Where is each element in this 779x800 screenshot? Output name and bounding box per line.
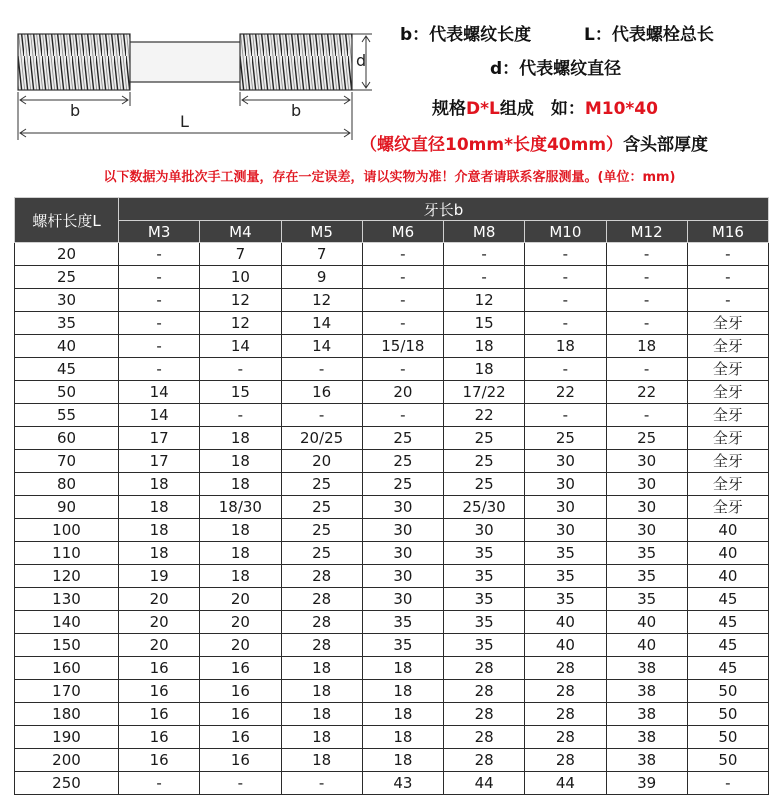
thread-length-cell: 9	[281, 266, 362, 289]
length-cell: 60	[15, 427, 119, 450]
thread-length-cell: 28	[444, 726, 525, 749]
table-row	[15, 358, 769, 381]
thread-length-cell: -	[606, 289, 687, 312]
length-cell: 250	[15, 772, 119, 795]
thread-length-cell: 18	[200, 450, 281, 473]
size-header-cell: M16	[687, 221, 768, 243]
thread-length-cell: 28	[281, 634, 362, 657]
thread-length-cell: 25	[281, 519, 362, 542]
thread-length-cell: 35	[525, 565, 606, 588]
table-row	[15, 611, 769, 634]
thread-length-cell: 19	[119, 565, 200, 588]
thread-length-cell: 28	[281, 611, 362, 634]
thread-length-cell: 30	[606, 450, 687, 473]
thread-length-cell: 30	[525, 473, 606, 496]
thread-length-cell: 20	[119, 611, 200, 634]
thread-length-cell: -	[525, 266, 606, 289]
thread-length-cell: -	[525, 358, 606, 381]
table-row	[15, 312, 769, 335]
thread-length-cell: 25	[444, 427, 525, 450]
length-cell: 35	[15, 312, 119, 335]
thread-length-cell: 35	[525, 588, 606, 611]
thread-length-cell: 全牙	[687, 335, 768, 358]
thread-length-cell: 35	[444, 542, 525, 565]
thread-length-cell: 30	[525, 450, 606, 473]
right-thread	[240, 34, 352, 90]
thread-length-cell: 22	[606, 381, 687, 404]
length-cell: 45	[15, 358, 119, 381]
thread-length-cell: -	[687, 266, 768, 289]
thread-length-cell: 18	[119, 496, 200, 519]
length-cell: 200	[15, 749, 119, 772]
thread-length-cell: 25/30	[444, 496, 525, 519]
bolt-shaft	[128, 42, 243, 82]
thread-length-cell: 20	[119, 634, 200, 657]
thread-length-cell: 16	[200, 680, 281, 703]
thread-length-cell: 18	[444, 335, 525, 358]
length-cell: 130	[15, 588, 119, 611]
thread-length-cell: 38	[606, 703, 687, 726]
thread-length-cell: 18	[281, 657, 362, 680]
thread-length-cell: 18/30	[200, 496, 281, 519]
thread-length-cell: 全牙	[687, 312, 768, 335]
size-header-cell: M10	[525, 221, 606, 243]
thread-length-cell: 28	[525, 749, 606, 772]
thread-length-cell: 12	[444, 289, 525, 312]
thread-length-cell: -	[687, 243, 768, 266]
spec-prefix: 规格	[432, 99, 466, 119]
size-header-cell: M12	[606, 221, 687, 243]
thread-length-cell: 44	[525, 772, 606, 795]
thread-length-cell: -	[119, 289, 200, 312]
thread-length-cell: 35	[606, 565, 687, 588]
thread-length-cell: 18	[200, 519, 281, 542]
length-cell: 80	[15, 473, 119, 496]
thread-length-cell: -	[525, 312, 606, 335]
thread-length-cell: -	[687, 289, 768, 312]
size-header-cell: M8	[444, 221, 525, 243]
thread-length-cell: 43	[362, 772, 443, 795]
thread-length-cell: 28	[281, 565, 362, 588]
thread-length-cell: -	[281, 358, 362, 381]
size-header-cell: M6	[362, 221, 443, 243]
thread-length-cell: 25	[525, 427, 606, 450]
length-cell: 90	[15, 496, 119, 519]
thread-length-cell: 18	[444, 358, 525, 381]
table-row	[15, 519, 769, 542]
thread-length-cell: -	[119, 335, 200, 358]
thread-length-cell: 18	[119, 519, 200, 542]
thread-length-cell: 全牙	[687, 473, 768, 496]
length-cell: 140	[15, 611, 119, 634]
thread-length-cell: 30	[362, 542, 443, 565]
thread-length-cell: 全牙	[687, 450, 768, 473]
length-cell: 110	[15, 542, 119, 565]
stud-bolt-diagram	[0, 0, 380, 160]
thread-length-cell: 28	[281, 588, 362, 611]
thread-length-cell: 18	[606, 335, 687, 358]
thread-length-cell: 35	[525, 542, 606, 565]
thread-length-cell: 25	[362, 427, 443, 450]
length-cell: 170	[15, 680, 119, 703]
table-row	[15, 404, 769, 427]
table-row	[15, 473, 769, 496]
thread-length-cell: 18	[362, 680, 443, 703]
thread-length-cell: 35	[606, 542, 687, 565]
thread-length-cell: 全牙	[687, 404, 768, 427]
thread-length-cell: 14	[119, 404, 200, 427]
thread-length-cell: -	[119, 358, 200, 381]
thread-length-cell: 全牙	[687, 358, 768, 381]
thread-length-cell: 39	[606, 772, 687, 795]
thread-length-cell: 25	[362, 450, 443, 473]
example-note: 含头部厚度	[623, 135, 709, 155]
thread-length-cell: -	[362, 358, 443, 381]
thread-length-cell: 14	[281, 335, 362, 358]
label-d: d	[356, 51, 367, 70]
thread-length-cell: 14	[119, 381, 200, 404]
thread-length-cell: 45	[687, 657, 768, 680]
length-cell: 25	[15, 266, 119, 289]
thread-length-cell: 全牙	[687, 496, 768, 519]
thread-length-cell: 50	[687, 726, 768, 749]
thread-length-cell: 16	[119, 726, 200, 749]
thread-length-cell: -	[606, 358, 687, 381]
thread-length-cell: 30	[606, 473, 687, 496]
thread-length-cell: 28	[444, 657, 525, 680]
thread-length-cell: 35	[444, 565, 525, 588]
length-cell: 40	[15, 335, 119, 358]
thread-length-cell: -	[606, 404, 687, 427]
thread-length-cell: 18	[281, 749, 362, 772]
label-L: L	[180, 112, 189, 131]
thread-length-cell: 14	[281, 312, 362, 335]
length-cell: 30	[15, 289, 119, 312]
thread-length-cell: -	[606, 266, 687, 289]
thread-length-cell: -	[119, 243, 200, 266]
thread-length-cell: 16	[281, 381, 362, 404]
thread-length-cell: 30	[362, 496, 443, 519]
thread-length-cell: 40	[606, 611, 687, 634]
thread-length-cell: 12	[200, 289, 281, 312]
thread-length-cell: -	[281, 772, 362, 795]
thread-length-cell: 28	[444, 680, 525, 703]
thread-length-cell: 38	[606, 680, 687, 703]
thread-length-cell: 20	[281, 450, 362, 473]
thread-length-cell: 16	[119, 680, 200, 703]
thread-length-cell: 16	[119, 703, 200, 726]
thread-length-cell: 45	[687, 611, 768, 634]
spec-example: M10*40	[584, 99, 658, 119]
thread-length-cell: 40	[687, 519, 768, 542]
table-row	[15, 749, 769, 772]
table-row	[15, 450, 769, 473]
thread-length-cell: 25	[281, 496, 362, 519]
thread-length-cell: -	[200, 404, 281, 427]
thread-length-cell: 38	[606, 749, 687, 772]
thread-length-cell: 18	[200, 427, 281, 450]
thread-length-cell: 15/18	[362, 335, 443, 358]
size-header-cell: M3	[119, 221, 200, 243]
thread-length-cell: -	[525, 243, 606, 266]
thread-length-cell: -	[281, 404, 362, 427]
table-row	[15, 266, 769, 289]
table-row	[15, 657, 769, 680]
thread-length-cell: 28	[525, 680, 606, 703]
thread-length-cell: 16	[119, 657, 200, 680]
thread-length-cell: -	[687, 772, 768, 795]
thread-length-cell: 12	[281, 289, 362, 312]
table-body	[15, 243, 769, 795]
spec-formula: D*L	[466, 99, 500, 119]
thread-length-cell: 20	[119, 588, 200, 611]
thread-length-cell: 40	[525, 634, 606, 657]
thread-length-cell: 17	[119, 427, 200, 450]
thread-length-cell: 18	[525, 335, 606, 358]
thread-length-cell: -	[119, 312, 200, 335]
thread-length-cell: 28	[525, 703, 606, 726]
table-row	[15, 680, 769, 703]
thread-length-cell: 18	[119, 542, 200, 565]
thread-length-cell: 50	[687, 680, 768, 703]
thread-length-cell: 30	[606, 519, 687, 542]
thread-length-cell: 28	[525, 726, 606, 749]
table-row	[15, 588, 769, 611]
thread-length-cell: 22	[444, 404, 525, 427]
left-thread	[18, 34, 130, 90]
measurement-notice: 以下数据为单批次手工测量，存在一定误差，请以实物为准！介意者请联系客服测量。(单位：mm)	[103, 170, 676, 185]
thread-length-cell: 40	[687, 565, 768, 588]
thread-length-cell: 45	[687, 634, 768, 657]
thread-length-cell: 18	[362, 657, 443, 680]
thread-length-cell: 30	[444, 519, 525, 542]
thread-length-cell: 7	[200, 243, 281, 266]
thread-length-cell: 30	[606, 496, 687, 519]
thread-length-cell: 18	[200, 565, 281, 588]
thread-length-cell: 20	[200, 634, 281, 657]
length-cell: 150	[15, 634, 119, 657]
table-row	[15, 289, 769, 312]
thread-length-cell: -	[200, 772, 281, 795]
thread-length-cell: 40	[606, 634, 687, 657]
thread-length-cell: -	[444, 266, 525, 289]
legend-example-line	[360, 130, 708, 155]
size-header-row	[15, 221, 769, 243]
thread-length-cell: 15	[200, 381, 281, 404]
thread-length-cell: 18	[362, 749, 443, 772]
table-row	[15, 381, 769, 404]
thread-length-cell: 30	[525, 496, 606, 519]
thread-length-cell: -	[606, 243, 687, 266]
length-cell: 180	[15, 703, 119, 726]
length-cell: 190	[15, 726, 119, 749]
label-b-left: b	[70, 101, 81, 120]
thread-length-cell: 10	[200, 266, 281, 289]
table-row	[15, 634, 769, 657]
spec-mid: 组成 如：	[499, 99, 585, 119]
thread-length-cell: 7	[281, 243, 362, 266]
thread-length-cell: 28	[525, 657, 606, 680]
thread-length-cell: 18	[200, 542, 281, 565]
size-header-cell: M5	[281, 221, 362, 243]
thread-length-cell: -	[362, 312, 443, 335]
thread-length-cell: 30	[362, 519, 443, 542]
thread-length-header: 牙长b	[119, 198, 769, 221]
thread-length-cell: 18	[119, 473, 200, 496]
thread-length-cell: -	[444, 243, 525, 266]
length-cell: 55	[15, 404, 119, 427]
thread-length-cell: 35	[444, 611, 525, 634]
thread-length-cell: -	[200, 358, 281, 381]
thread-length-cell: -	[362, 266, 443, 289]
thread-length-cell: -	[525, 404, 606, 427]
length-cell: 20	[15, 243, 119, 266]
thread-length-cell: 35	[362, 611, 443, 634]
table-row	[15, 703, 769, 726]
thread-length-cell: 18	[362, 703, 443, 726]
thread-length-cell: 38	[606, 657, 687, 680]
length-cell: 100	[15, 519, 119, 542]
thread-length-cell: 16	[200, 726, 281, 749]
length-header: 螺杆长度L	[15, 198, 119, 243]
legend-L-desc: L：代表螺栓总长	[584, 25, 714, 45]
thread-length-cell: 28	[444, 749, 525, 772]
label-b-right: b	[291, 101, 302, 120]
thread-length-cell: 25	[281, 473, 362, 496]
thread-length-cell: 50	[687, 749, 768, 772]
thread-length-cell: 15	[444, 312, 525, 335]
table-row	[15, 565, 769, 588]
thread-length-cell: 30	[525, 519, 606, 542]
size-header-cell: M4	[200, 221, 281, 243]
thread-length-cell: -	[362, 404, 443, 427]
thread-length-cell: 17	[119, 450, 200, 473]
example-detail: （螺纹直径10mm*长度40mm）	[360, 135, 624, 155]
thread-length-cell: 20/25	[281, 427, 362, 450]
thread-length-cell: 18	[281, 726, 362, 749]
thread-length-cell: 22	[525, 381, 606, 404]
thread-length-cell: 18	[362, 726, 443, 749]
thread-length-cell: 38	[606, 726, 687, 749]
spec-table	[14, 197, 769, 795]
thread-length-cell: 25	[281, 542, 362, 565]
table-row	[15, 496, 769, 519]
thread-length-cell: 35	[606, 588, 687, 611]
thread-length-cell: 17/22	[444, 381, 525, 404]
thread-length-cell: -	[362, 289, 443, 312]
length-cell: 120	[15, 565, 119, 588]
thread-length-cell: -	[119, 266, 200, 289]
legend-spec-line	[432, 94, 658, 119]
thread-length-cell: 25	[444, 450, 525, 473]
thread-length-cell: 30	[362, 588, 443, 611]
thread-length-cell: -	[606, 312, 687, 335]
thread-length-cell: 25	[444, 473, 525, 496]
length-cell: 70	[15, 450, 119, 473]
thread-length-cell: 28	[444, 703, 525, 726]
table-row	[15, 772, 769, 795]
thread-length-cell: 20	[362, 381, 443, 404]
thread-length-cell: 12	[200, 312, 281, 335]
thread-length-cell: -	[362, 243, 443, 266]
thread-length-cell: 40	[525, 611, 606, 634]
thread-length-cell: 25	[362, 473, 443, 496]
legend-b-desc: b：代表螺纹长度	[400, 25, 532, 45]
thread-length-cell: 全牙	[687, 381, 768, 404]
thread-length-cell: 50	[687, 703, 768, 726]
length-cell: 50	[15, 381, 119, 404]
thread-length-cell: -	[119, 772, 200, 795]
thread-length-cell: 40	[687, 542, 768, 565]
thread-length-cell: 16	[119, 749, 200, 772]
legend-d-desc: d：代表螺纹直径	[490, 59, 622, 79]
table-row	[15, 542, 769, 565]
thread-length-cell: 30	[362, 565, 443, 588]
thread-length-cell: 20	[200, 588, 281, 611]
thread-length-cell: 16	[200, 657, 281, 680]
table-row	[15, 243, 769, 266]
thread-length-cell: 35	[444, 634, 525, 657]
thread-length-cell: 18	[200, 473, 281, 496]
thread-length-cell: 16	[200, 703, 281, 726]
thread-length-cell: 全牙	[687, 427, 768, 450]
thread-length-cell: 25	[606, 427, 687, 450]
thread-length-cell: 14	[200, 335, 281, 358]
thread-length-cell: 16	[200, 749, 281, 772]
table-row	[15, 726, 769, 749]
thread-length-cell: 18	[281, 703, 362, 726]
thread-length-cell: 45	[687, 588, 768, 611]
thread-length-cell: 35	[362, 634, 443, 657]
thread-length-cell: 44	[444, 772, 525, 795]
thread-length-cell: 20	[200, 611, 281, 634]
table-row	[15, 335, 769, 358]
length-cell: 160	[15, 657, 119, 680]
thread-length-cell: 35	[444, 588, 525, 611]
thread-length-cell: 18	[281, 680, 362, 703]
table-row	[15, 427, 769, 450]
thread-length-cell: -	[525, 289, 606, 312]
